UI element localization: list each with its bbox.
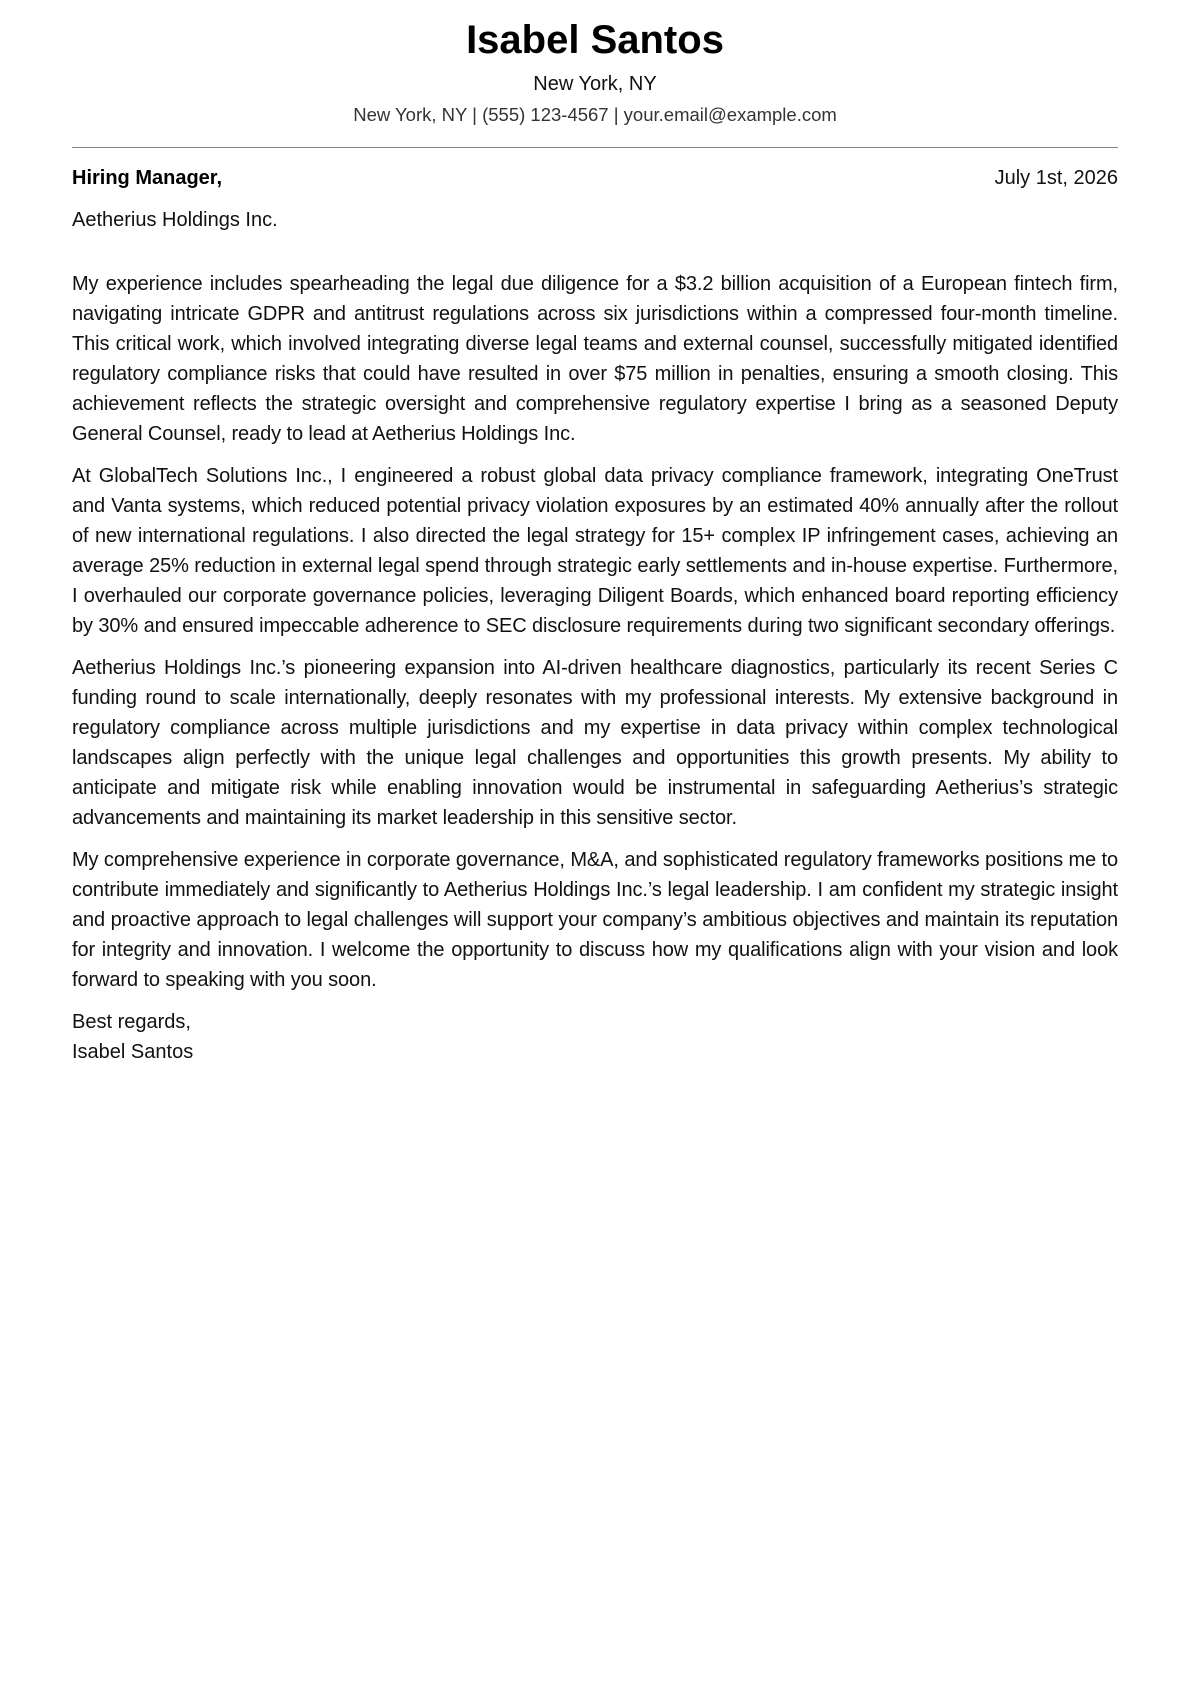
applicant-name: Isabel Santos bbox=[466, 18, 724, 62]
body-paragraph: My experience includes spearheading the legal due diligence for a $3.2 billion acquisition of a European fintech firm, navigating intricate GDPR and antitrust regulations across six jurisdictions within a compressed four-month timeline. This critical work, which involved integrating diverse legal teams and external counsel, successfully mitigated identified regulatory compliance risks that could have resulted in over $75 million in penalties, ensuring a smooth closing. This achievement reflects the strategic oversight and comprehensive regulatory expertise I bring as a seasoned Deputy General Counsel, ready to lead at Aetherius Holdings Inc. bbox=[72, 273, 1118, 445]
body-paragraph: At GlobalTech Solutions Inc., I engineered a robust global data privacy compliance framework, integrating OneTrust and Vanta systems, which reduced potential privacy violation exposures by an estimated 40% annually after the rollout of new international regulations. I also directed the legal strategy for 15+ complex IP infringement cases, achieving an average 25% reduction in external legal spend through strategic early settlements and in-house expertise. Furthermore, I overhauled our corporate governance policies, leveraging Diligent Boards, which enhanced board reporting efficiency by 30% and ensured impeccable adherence to SEC disclosure requirements during two significant secondary offerings. bbox=[72, 465, 1118, 637]
body-paragraph: Aetherius Holdings Inc.’s pioneering expansion into AI-driven healthcare diagnostics, particularly its recent Series C funding round to scale internationally, deeply resonates with my professional interests. My extensive background in regulatory compliance across multiple jurisdictions and my expertise in data privacy within complex technological landscapes align perfectly with the unique legal challenges and opportunities this growth presents. My ability to anticipate and mitigate risk while enabling innovation would be instrumental in safeguarding Aetherius’s strategic advancements and maintaining its market leadership in this sensitive sector. bbox=[72, 657, 1118, 829]
signature-name: Isabel Santos bbox=[72, 1041, 194, 1063]
closing-phrase: Best regards, bbox=[72, 1011, 191, 1033]
letter-header bbox=[72, 0, 1118, 128]
recipient-row bbox=[72, 164, 1118, 192]
header-divider bbox=[72, 147, 1118, 148]
letter-closing bbox=[72, 1007, 1118, 1067]
body-paragraph: My comprehensive experience in corporate governance, M&A, and sophisticated regulatory frameworks positions me to contribute immediately and significantly to Aetherius Holdings Inc.’s legal leadership. I am confident my strategic insight and proactive approach to legal challenges will support your company’s ambitious objectives and maintain its reputation for integrity and innovation. I welcome the opportunity to discuss how my qualifications align with your vision and look forward to speaking with you soon. bbox=[72, 849, 1118, 991]
recipient-company: Aetherius Holdings Inc. bbox=[72, 209, 278, 231]
salutation: Hiring Manager, bbox=[72, 167, 223, 189]
applicant-location: New York, NY bbox=[533, 73, 657, 95]
letter-date: July 1st, 2026 bbox=[994, 167, 1118, 189]
contact-line: New York, NY | (555) 123-4567 | your.email@example.com bbox=[353, 104, 837, 125]
letter-body bbox=[72, 269, 1118, 995]
